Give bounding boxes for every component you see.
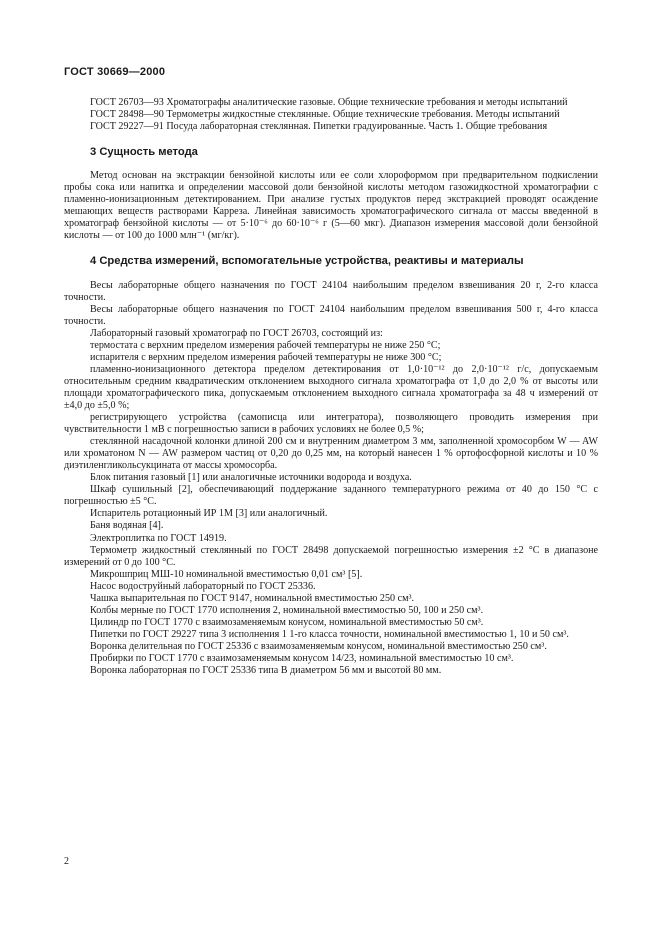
equipment-item: испарителя с верхним пределом измерения рабочей температуры не ниже 300 °С; [90,351,442,363]
equipment-item: Насос водоструйный лабораторный по ГОСТ 25336. [90,580,316,592]
equipment-item: Термометр жидкостный стеклянный по ГОСТ 28498 допускаемой погрешностью измерения ±2 °С в диапазоне измерений от 0 до 100 °С. [64,544,598,568]
equipment-item: термостата с верхним пределом измерения рабочей температуры не ниже 250 °С; [90,339,441,351]
equipment-item: Чашка выпарительная по ГОСТ 9147, номинальной вместимостью 250 см³. [90,592,415,604]
equipment-item: Лабораторный газовый хроматограф по ГОСТ 26703, состоящий из: [90,327,383,339]
equipment-item: Колбы мерные по ГОСТ 1770 исполнения 2, номинальной вместимостью 50, 100 и 250 см³. [90,604,484,616]
document-body [64,97,598,677]
equipment-item: Пробирки по ГОСТ 1770 с взаимозаменяемым конусом 14/23, номинальной вместимостью 10 см³. [90,652,514,664]
equipment-item: Блок питания газовый [1] или аналогичные источники водорода и воздуха. [90,472,412,484]
equipment-item: Баня водяная [4]. [90,520,164,532]
reference-item: ГОСТ 29227—91 Посуда лабораторная стеклянная. Пипетки градуированные. Часть 1. Общие требования [90,121,548,133]
equipment-item: Весы лабораторные общего назначения по ГОСТ 24104 наибольшим пределом взвешивания 500 г, 4-го класса точности. [64,303,598,327]
equipment-item: Микрошприц МШ-10 номинальной вместимостью 0,01 см³ [5]. [90,568,363,580]
equipment-item: Весы лабораторные общего назначения по ГОСТ 24104 наибольшим пределом взвешивания 20 г, 2-го класса точности. [64,279,598,303]
equipment-item: Цилиндр по ГОСТ 1770 с взаимозаменяемым конусом, номинальной вместимостью 50 см³. [90,616,484,628]
section-4-heading: 4 Средства измерений, вспомогательные устройства, реактивы и материалы [90,255,524,268]
equipment-item: пламенно-ионизационного детектора пределом детектирования от 1,0·10⁻¹² до 2,0·10⁻¹² г/с, допускаемым относительным средним квадратическим отклонением выходного сигнала хроматографа от 1,0 до 2,0 % от высоты или площади хроматографического пика, допускаемым отклонением выходного сигнала хроматографа за 48 ч измерений от ±4,0 до ±5,0 %; [64,363,598,411]
section-3-text: Метод основан на экстракции бензойной кислоты или ее соли хлороформом при предварительном подкислении пробы сока или напитка и определении массовой доли бензойной кислоты методом газожидкостной хроматографии с пламенно-ионизационным детектированием. При анализе густых продуктов перед экстракцией проводят осаждение мешающих веществ растворами Карреза. Линейная зависимость хроматографического сигнала от массы введенной в хроматограф бензойной кислоты — от 5·10⁻⁶ до 60·10⁻⁶ г (5—60 мкг). Диапазон измерения массовой доли бензойной кислоты — от 100 до 1000 млн⁻¹ (мг/кг). [64,170,598,242]
equipment-item: Испаритель ротационный ИР 1М [3] или аналогичный. [90,508,328,520]
equipment-item: Воронка делительная по ГОСТ 25336 с взаимозаменяемым конусом, номинальной вместимостью 250 см³. [90,640,547,652]
equipment-item: Пипетки по ГОСТ 29227 типа 3 исполнения 1 1-го класса точности, номинальной вместимостью 1, 10 и 50 см³. [90,628,569,640]
equipment-item: регистрирующего устройства (самописца или интегратора), позволяющего проводить измерения при чувствительности 1 мВ с погрешностью записи в рабочих условиях не более 0,5 %; [64,412,598,436]
equipment-item: стеклянной насадочной колонки длиной 200 см и внутренним диаметром 3 мм, заполненной хромосорбом W — AW или хроматоном N — AW размером частиц от 0,20 до 0,25 мм, на который нанесен 1 % ортофосфорной кислоты и 10 % диэтиленгликольсукцината от массы хромосорба. [64,436,598,472]
reference-item: ГОСТ 26703—93 Хроматографы аналитические газовые. Общие технические требования и методы испытаний [90,97,568,108]
equipment-item: Шкаф сушильный [2], обеспечивающий поддержание заданного температурного режима от 40 до 150 °С с погрешностью ±5 °С. [64,484,598,508]
page-number: 2 [64,856,69,867]
equipment-item: Воронка лабораторная по ГОСТ 25336 типа В диаметром 56 мм и высотой 80 мм. [90,665,442,677]
equipment-item: Электроплитка по ГОСТ 14919. [90,532,227,544]
reference-item: ГОСТ 28498—90 Термометры жидкостные стеклянные. Общие технические требования. Методы испытаний [90,109,560,121]
section-3-heading: 3 Сущность метода [90,146,198,159]
document-header: ГОСТ 30669—2000 [64,66,166,78]
